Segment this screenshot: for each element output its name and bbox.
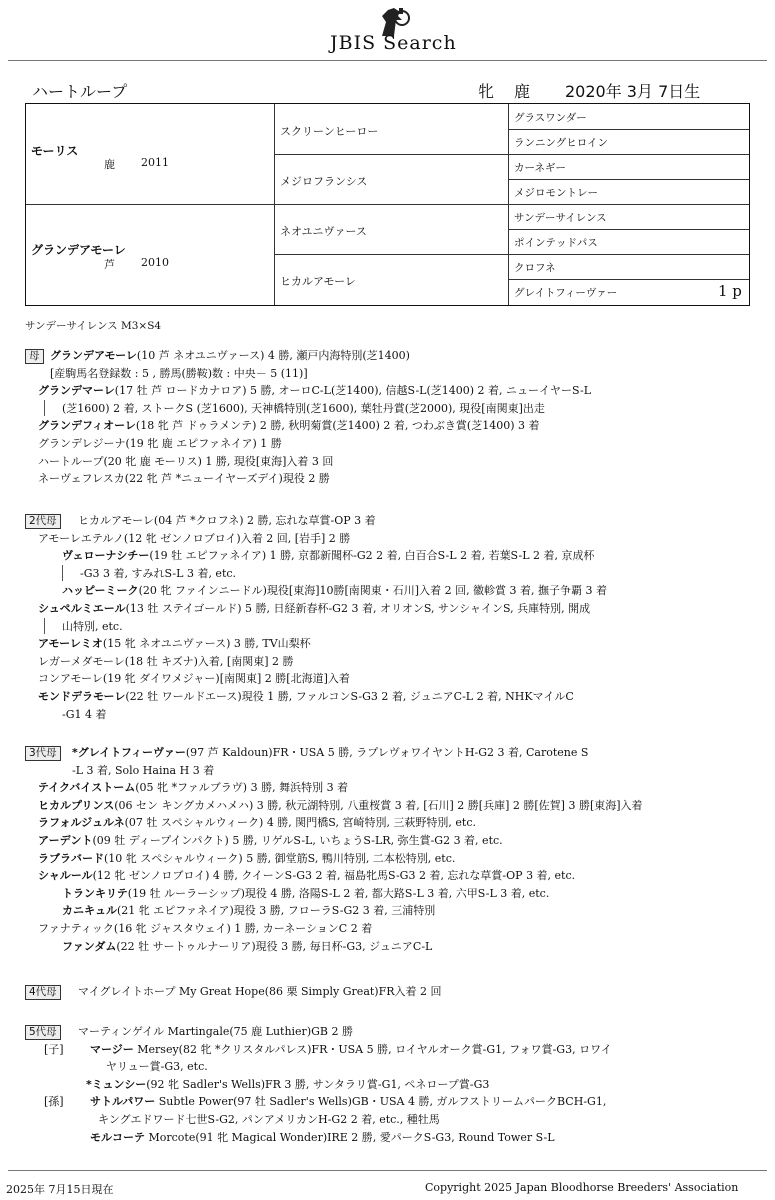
race-record: (19 牡 エピファネイア) 1 勝, 京都新聞杯-G2 2 着, 白百合S-L 2 着, 若葉S-L 2 着, 京成杯 [149,549,595,563]
pedigree-entry [38,920,372,937]
pedigree-entry[interactable] [38,867,575,884]
pedigree-entry[interactable] [38,417,540,434]
sire-name[interactable]: モーリス [31,144,79,158]
pedigree-entry[interactable] [62,582,607,599]
sire-year: 2011 [141,156,169,169]
sire-color: 鹿 [104,158,115,171]
jbis-logo[interactable] [330,6,470,54]
race-record: [産駒馬名登録数 : 5 , 勝馬(勝鞍)数 : 中央－ 5 (11)] [50,366,308,380]
pedigree-entry [38,530,350,547]
birth-date: 2020年 3月 7日生 [565,82,701,101]
pedigree-entry[interactable] [38,797,643,814]
race-record: (07 牡 スペシャルウィーク) 4 勝, 関門橋S, 宮崎特別, 三萩野特別, etc. [124,816,477,830]
footer-divider [8,1170,767,1171]
horse-link[interactable]: アーデント [38,834,93,847]
gen2-ancestor[interactable]: メジロフランシス [280,175,368,188]
pedigree-entry [38,453,333,470]
race-record: マーティンゲイル Martingale(75 鹿 Luthier)GB 2 勝 [78,1025,353,1038]
pedigree-entry [38,435,282,452]
race-record: (92 牝 Sadler's Wells)FR 3 勝, サンタラリ賞-G1, ペネロープ賞-G3 [146,1077,490,1091]
race-record: (22 牡 サートゥルナーリア)現役 3 勝, 毎日杯-G3, ジュニアC-L [116,939,433,953]
pedigree-entry [62,400,545,417]
gen2-ancestor[interactable]: ネオユニヴァース [280,225,367,238]
pedigree-entry[interactable] [38,850,455,867]
horse-link[interactable]: ラブラバード [38,851,104,865]
race-record: -G3 3 着, すみれS-L 3 着, etc. [80,566,237,580]
logo-text: JBIS Search [330,32,457,54]
pedigree-entry[interactable] [90,1093,606,1110]
footer-copyright: Copyright 2025 Japan Bloodhorse Breeders' Association [425,1181,739,1194]
generation-tag: 4代母 [25,985,61,1000]
horse-link[interactable]: *グレイトフィーヴァー [72,746,186,759]
dam-year: 2010 [141,256,169,269]
race-record: グランデレジーナ(19 牝 鹿 エピファネイア) 1 勝 [38,437,282,450]
pedigree-entry [98,1111,440,1128]
pedigree-entry[interactable] [38,382,591,399]
dam-color: 芦 [104,258,115,271]
family-number: 1 p [718,282,742,300]
dam-name[interactable]: グランデアモーレ [31,243,126,257]
gen3-ancestor[interactable]: カーネギー [514,162,566,174]
horse-sex: 牝 [478,82,495,101]
pedigree-entry [78,1023,353,1040]
pedigree-entry [38,470,330,487]
pedigree-entry[interactable] [86,1076,489,1093]
pedigree-entry[interactable] [38,832,503,849]
race-record: (09 牡 ディープインパクト) 5 勝, リゲルS-L, いちょうS-LR, 弥生賞-G2 3 着, etc. [92,834,503,847]
pedigree-entry [106,1058,208,1075]
horse-name: ハートループ [32,82,128,101]
pedigree-entry[interactable] [90,1041,612,1058]
race-record: 山特別, etc. [62,619,123,633]
pedigree-entry[interactable] [38,779,348,796]
race-record: -G1 4 着 [62,707,107,721]
pedigree-entry[interactable] [38,814,476,831]
footer-date: 2025年 7月15日現在 [6,1183,114,1196]
inbreeding: サンデーサイレンス M3×S4 [25,320,162,332]
horse-link[interactable]: ヴェローナシチー [62,549,150,563]
horse-link[interactable]: テイクバイストーム [38,781,136,795]
pedigree-entry [50,365,308,382]
pedigree-entry[interactable] [62,885,549,902]
race-record: コンアモーレ(19 牝 ダイワメジャー)[南関東] 2 勝[北海道]入着 [38,672,350,686]
horse-link[interactable]: ヒカルプリンス [38,798,115,812]
pedigree-entry [38,670,350,687]
pedigree-entry[interactable] [72,744,588,761]
horse-link[interactable]: ラフォルジュルネ [38,816,125,830]
pedigree-entry[interactable] [90,1129,555,1146]
gen2-ancestor[interactable]: ヒカルアモーレ [280,275,356,288]
pedigree-entry [78,983,442,1000]
horse-link[interactable]: アモーレミオ [38,637,103,651]
race-record: (97 芦 Kaldoun)FR・USA 5 勝, ラプレヴォワイヤントH-G2 3 着, Carotene S [185,746,589,759]
horse-link[interactable]: ファンダム [62,939,117,953]
horse-link[interactable]: サトルパワー [90,1095,156,1109]
horse-link[interactable]: *ミュンシー [86,1077,147,1091]
generation-tag: 母 [25,349,44,364]
horse-link[interactable]: シュペルミエール [38,602,126,615]
race-record: マイグレイトホープ My Great Hope(86 栗 Simply Great)FR入着 2 回 [78,985,442,998]
race-record: ファナティック(16 牝 ジャスタウェイ) 1 勝, カーネーションC 2 着 [38,922,373,935]
race-record: (12 牝 ゼンノロブロイ) 4 勝, クイーンS-G3 2 着, 福島牝馬S-G3 2 着, 忘れな草賞-OP 3 着, etc. [92,869,576,883]
race-record: (17 牡 芦 ロードカナロア) 5 勝, オーロC-L(芝1400), 信越S-L(芝1400) 2 着, ニューイヤーS-L [114,384,591,398]
race-record: Morcote(91 牝 Magical Wonder)IRE 2 勝, 愛パークS-G3, Round Tower S-L [145,1130,555,1144]
gen3-ancestor[interactable]: ポインテッドパス [514,237,598,249]
pedigree-entry [80,565,236,582]
gen3-ancestor[interactable]: サンデーサイレンス [514,212,607,224]
race-record: アモーレエテルノ(12 牝 ゼンノロブロイ)入着 2 回, [岩手] 2 勝 [38,531,351,545]
race-record: ヤリュー賞-G3, etc. [106,1060,208,1074]
race-record: ヒカルアモーレ(04 芦 *クロフネ) 2 勝, 忘れな草賞-OP 3 着 [78,514,376,527]
relation-label: [孫] [44,1095,64,1109]
race-record: キングエドワード七世S-G2, パンアメリカンH-G2 2 着, etc., 種牡馬 [98,1113,440,1126]
horse-link[interactable]: グランデフィオーレ [38,419,136,433]
race-record: (06 セン キングカメハメハ) 3 勝, 秋元湖特別, 八重桜賞 3 着, [石川] 2 勝[兵庫] 2 勝[佐賀] 3 勝[東海]入着 [114,798,643,812]
pedigree-entry[interactable] [38,600,590,617]
pedigree-entry [72,762,214,779]
race-record: (芝1600) 2 着, ストークS (芝1600), 天神橋特別(芝1600), 葉牡丹賞(芝2000), 現役[南関東]出走 [62,401,545,415]
gen3-ancestor[interactable]: グレイトフィーヴァー [514,287,618,299]
gen3-ancestor[interactable]: グラスワンダー [514,112,587,124]
gen2-ancestor[interactable]: スクリーンヒーロー [280,125,379,138]
pedigree-entry [38,653,294,670]
relation-label: [子] [44,1042,64,1056]
race-record: (10 牝 スペシャルウィーク) 5 勝, 御堂筋S, 鴨川特別, 二本松特別, etc. [104,851,456,865]
generation-tag: 5代母 [25,1025,61,1040]
indent-bar [44,618,45,634]
pedigree-entry[interactable] [38,635,311,652]
race-record: (05 牝 *ファルブラヴ) 3 勝, 舞浜特別 3 着 [135,781,349,795]
horse-link[interactable]: グランデマーレ [38,384,115,398]
race-record: (22 牡 ワールドエース)現役 1 勝, ファルコンS-G3 2 着, ジュニアC-L 2 着, NHKマイルC [125,690,574,703]
pedigree-entry[interactable] [50,347,410,364]
race-record: ネーヴェフレスカ(22 牝 芦 *ニューイヤーズデイ)現役 2 勝 [38,472,330,486]
pedigree-entry [62,706,107,723]
gen3-ancestor[interactable]: メジロモントレー [514,187,598,199]
horse-link[interactable]: モルコーテ [90,1130,145,1144]
gen3-ancestor[interactable]: クロフネ [514,262,556,274]
pedigree-entry[interactable] [62,938,432,955]
indent-bar [44,400,45,416]
header-divider [8,60,767,61]
race-record: レガーメダモーレ(18 牡 キズナ)入着, [南関東] 2 勝 [38,654,294,668]
pedigree-entry[interactable] [62,547,595,564]
horse-link[interactable]: カニキュル [62,904,117,918]
horse-link[interactable]: ハッピーミーク [62,584,139,598]
horse-link[interactable]: トランキリテ [62,886,128,900]
gen3-ancestor[interactable]: ランニングヒロイン [514,137,608,149]
pedigree-table [25,103,750,306]
horse-link[interactable]: シャルール [38,869,93,883]
race-record: (10 芦 ネオユニヴァース) 4 勝, 瀬戸内海特別(芝1400) [136,349,410,362]
race-record: ハートループ(20 牝 鹿 モーリス) 1 勝, 現役[東海]入着 3 回 [38,454,334,468]
generation-tag: 3代母 [25,746,61,761]
horse-link[interactable]: グランデアモーレ [50,349,137,362]
race-record: Mersey(82 牝 *クリスタルパレス)FR・USA 5 勝, ロイヤルオーク賞-G1, フォワ賞-G3, ロワイ [133,1042,612,1056]
generation-tag: 2代母 [25,514,61,529]
pedigree-entry [78,512,376,529]
pedigree-entry [62,618,123,635]
race-record: -L 3 着, Solo Haina H 3 着 [72,763,215,777]
horse-link[interactable]: モンドデラモーレ [38,690,126,703]
pedigree-entry[interactable] [38,688,574,705]
race-record: (21 牝 エピファネイア)現役 3 勝, フローラS-G2 3 着, 三浦特別 [117,904,436,918]
horse-link[interactable]: マージー [90,1042,134,1056]
race-record: (19 牡 ルーラーシップ)現役 4 勝, 洛陽S-L 2 着, 都大路S-L 3 着, 六甲S-L 3 着, etc. [127,886,550,900]
race-record: Subtle Power(97 牡 Sadler's Wells)GB・USA 4 勝, ガルフストリームパークBCH-G1, [155,1095,607,1109]
race-record: (20 牝 ファインニードル)現役[東海]10勝[南関東・石川]入着 2 回, 徽軫賞 3 着, 撫子争覇 3 着 [138,584,608,598]
indent-bar [62,565,63,581]
race-record: (13 牡 ステイゴールド) 5 勝, 日経新春杯-G2 3 着, オリオンS, サンシャインS, 兵庫特別, 開成 [125,602,591,615]
horse-color: 鹿 [514,82,531,101]
pedigree-entry[interactable] [62,902,435,919]
race-record: (18 牝 芦 ドゥラメンテ) 2 勝, 秋明菊賞(芝1400) 2 着, つわぶき賞(芝1400) 3 着 [135,419,540,433]
race-record: (15 牝 ネオユニヴァース) 3 勝, TV山梨杯 [102,637,311,651]
